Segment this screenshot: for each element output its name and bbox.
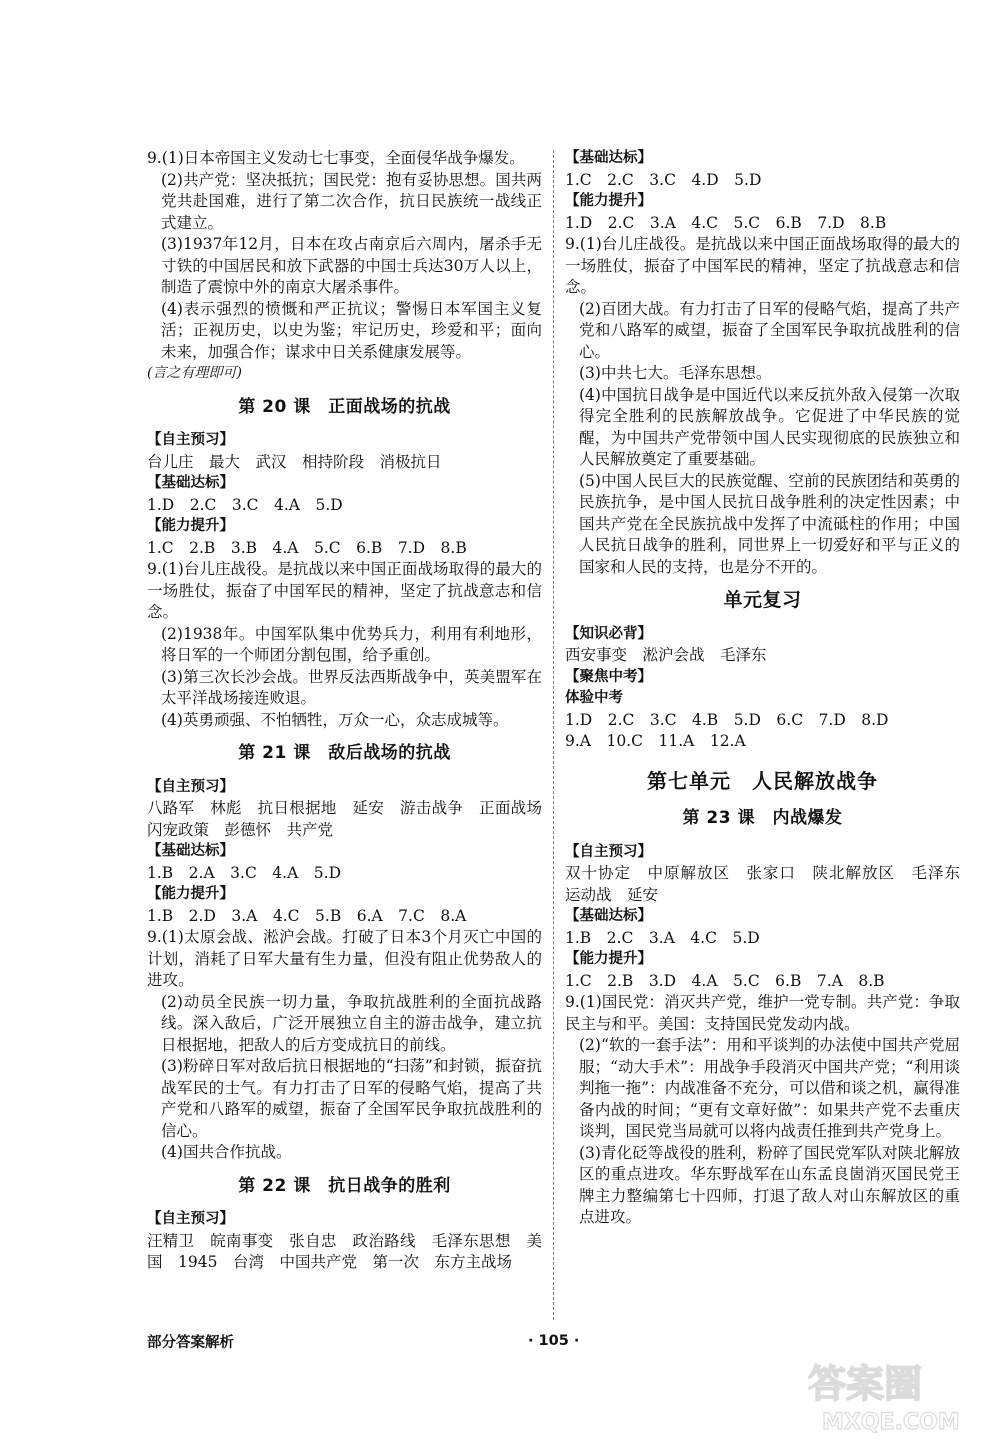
preview-answers: 台儿庄 最大 武汉 相持阶段 消极抗日 bbox=[147, 452, 442, 471]
section-tag: 【能力提升】 bbox=[147, 518, 234, 534]
watermark-text: 答案圈 bbox=[808, 1362, 923, 1406]
answer-line: (4)英勇顽强、不怕牺牲，万众一心，众志成城等。 bbox=[161, 710, 509, 729]
lesson-22-title: 第 22 课 抗日战争的胜利 bbox=[238, 1175, 451, 1196]
preview-answers: 双十协定 中原解放区 张家口 陕北解放区 毛泽东 运动战 延安 bbox=[565, 864, 976, 904]
exam-answers: 9.A 10.C 11.A 12.A bbox=[565, 732, 746, 750]
answer-note: (言之有理即可) bbox=[147, 365, 242, 381]
watermark-logo bbox=[800, 1355, 985, 1435]
preview-answers: 汪精卫 皖南事变 张自忠 政治路线 毛泽东思想 美国 1945 台湾 中国共产党 第一次 东方主战场 bbox=[147, 1231, 542, 1271]
section-tag: 【能力提升】 bbox=[147, 886, 234, 902]
subsection-tag: 体验中考 bbox=[565, 690, 623, 706]
answer-line: 9.(1)台儿庄战役。是抗战以来中国正面战场取得的最大的一场胜仗，振奋了中国军民的精神，坚定了抗战意志和信念。 bbox=[565, 235, 960, 296]
basic-answers: 1.B 2.C 3.A 4.C 5.D bbox=[565, 928, 760, 947]
knowledge-answers: 西安事变 淞沪会战 毛泽东 bbox=[565, 646, 767, 664]
answer-line: (3)青化砭等战役的胜利，粉碎了国民党军队对陕北解放区的重点进攻。华东野战军在山东孟良崮消灭国民党王牌主力整编第七十四师，打退了敌人对山东解放区的重点进攻。 bbox=[579, 1143, 960, 1226]
answer-line: (4)表示强烈的愤慨和严正抗议；警惕日本军国主义复活；正视历史，以史为鉴；牢记历史，珍爱和平；面向未来，加强合作；谋求中日关系健康发展等。 bbox=[161, 299, 542, 361]
section-tag: 【自主预习】 bbox=[147, 1211, 234, 1227]
answer-line: (2)1938年。中国军队集中优势兵力，利用有利地形，将日军的一个师团分割包围，给予重创。 bbox=[161, 624, 542, 664]
answer-line: 9.(1)台儿庄战役。是抗战以来中国正面战场取得的最大的一场胜仗，振奋了中国军民的精神，坚定了抗战意志和信念。 bbox=[147, 560, 542, 621]
lesson-20-title: 第 20 课 正面战场的抗战 bbox=[238, 396, 451, 417]
page-number: · 105 · bbox=[528, 1333, 580, 1349]
answer-line: (2)“软的一套手法”：用和平谈判的办法使中国共产党屈服；“动大手术”：用战争手段消灭中国共产党；“利用谈判拖一拖”：内战准备不充分，可以借和谈之机，赢得准备内战的时间；“更有文章好做”：如果共产党不去重庆谈判，国民党当局就可以将内战责任推到共产党身上。 bbox=[579, 1036, 960, 1140]
section-tag: 【能力提升】 bbox=[565, 951, 652, 967]
right-column bbox=[565, 148, 976, 1229]
answer-line: (2)共产党：坚决抵抗；国民党：抱有妥协思想。国共两党共赴国难，进行了第二次合作，抗日民族统一战线正式建立。 bbox=[161, 170, 542, 232]
unit-7-title: 第七单元 人民解放战争 bbox=[647, 768, 878, 793]
answer-line: (3)1937年12月，日本在攻占南京后六周内，屠杀手无寸铁的中国居民和放下武器的中国士兵达30万人以上，制造了震惊中外的南京大屠杀事件。 bbox=[161, 235, 542, 296]
section-tag: 【基础达标】 bbox=[147, 843, 234, 859]
ability-answers: 1.C 2.B 3.D 4.A 5.C 6.B 7.A 8.B bbox=[565, 971, 885, 990]
left-column bbox=[147, 148, 558, 1274]
answer-line: 9.(1)太原会战、淞沪会战。打破了日本3个月灭亡中国的计划，消耗了日军大量有生力量，但没有阻止优势敌人的进攻。 bbox=[147, 928, 542, 989]
ability-answers: 1.B 2.D 3.A 4.C 5.B 6.A 7.C 8.A bbox=[147, 906, 467, 925]
section-tag: 【基础达标】 bbox=[565, 908, 652, 924]
answer-line: (3)第三次长沙会战。世界反法西斯战争中，英美盟军在太平洋战场接连败退。 bbox=[161, 667, 542, 707]
section-tag: 【自主预习】 bbox=[565, 843, 652, 860]
answer-line: (4)中国抗日战争是中国近代以来反抗外敌入侵第一次取得完全胜利的民族解放战争。它促进了中华民族的觉醒，为中国共产党带领中国人民实现彻底的民族独立和人民解放奠定了重要基础。 bbox=[579, 385, 960, 468]
answer-line: (3)中共七大。毛泽东思想。 bbox=[579, 364, 772, 382]
footer-label: 部分答案解析 bbox=[147, 1335, 234, 1351]
unit-review-title: 单元复习 bbox=[723, 589, 802, 611]
answer-line: 9.(1)日本帝国主义发动七七事变，全面侵华战争爆发。 bbox=[147, 149, 525, 167]
answer-line: (2)百团大战。有力打击了日军的侵略气焰，提高了共产党和八路军的威望，振奋了全国军民争取抗战胜利的信心。 bbox=[579, 299, 960, 361]
section-tag: 【知识必背】 bbox=[565, 625, 652, 642]
preview-answers: 八路军 林彪 抗日根据地 延安 游击战争 正面战场 闪宠政策 彭德怀 共产党 bbox=[147, 799, 558, 839]
answer-line: 9.(1)国民党：消灭共产党，维护一党专制。共产党：争取民主与和平。美国：支持国民党发动内战。 bbox=[565, 993, 960, 1033]
basic-answers: 1.D 2.C 3.C 4.A 5.D bbox=[147, 495, 343, 514]
section-tag: 【聚焦中考】 bbox=[565, 668, 652, 685]
section-tag: 【自主预习】 bbox=[147, 778, 234, 795]
section-tag: 【基础达标】 bbox=[147, 475, 234, 491]
section-tag: 【自主预习】 bbox=[147, 432, 234, 448]
answer-line: (3)粉碎日军对敌后抗日根据地的“扫荡”和封锁，振奋抗战军民的士气。有力打击了日军的侵略气焰，提高了共产党和八路军的威望，振奋了全国军民争取抗战胜利的信心。 bbox=[161, 1057, 542, 1140]
basic-answers: 1.C 2.C 3.C 4.D 5.D bbox=[565, 170, 762, 189]
column-divider bbox=[553, 150, 554, 1320]
watermark-domain: MXQE.COM bbox=[822, 1410, 960, 1435]
ability-answers: 1.C 2.B 3.B 4.A 5.C 6.B 7.D 8.B bbox=[147, 538, 467, 557]
basic-answers: 1.B 2.A 3.C 4.A 5.D bbox=[147, 863, 342, 882]
answer-line: (4)国共合作抗战。 bbox=[161, 1143, 292, 1161]
answer-line: (5)中国人民巨大的民族觉醒、空前的民族团结和英勇的民族抗争，是中国人民抗日战争胜利的决定性因素；中国共产党在全民族抗战中发挥了中流砥柱的作用；中国人民抗日战争的胜利，同世界上一切爱好和平与正义的国家和人民的支持，也是分不开的。 bbox=[579, 471, 960, 576]
ability-answers: 1.D 2.C 3.A 4.C 5.C 6.B 7.D 8.B bbox=[565, 213, 887, 232]
lesson-21-title: 第 21 课 敌后战场的抗战 bbox=[238, 743, 451, 763]
exam-answers: 1.D 2.C 3.C 4.B 5.D 6.C 7.D 8.D bbox=[565, 710, 889, 729]
answer-line: (2)动员全民族一切力量，争取抗战胜利的全面抗战路线。深入敌后，广泛开展独立自主的游击战争，建立抗日根据地，把敌人的后方变成抗日的前线。 bbox=[161, 992, 542, 1054]
lesson-23-title: 第 23 课 内战爆发 bbox=[682, 808, 843, 828]
section-tag: 【能力提升】 bbox=[565, 193, 652, 209]
section-tag: 【基础达标】 bbox=[565, 150, 652, 166]
